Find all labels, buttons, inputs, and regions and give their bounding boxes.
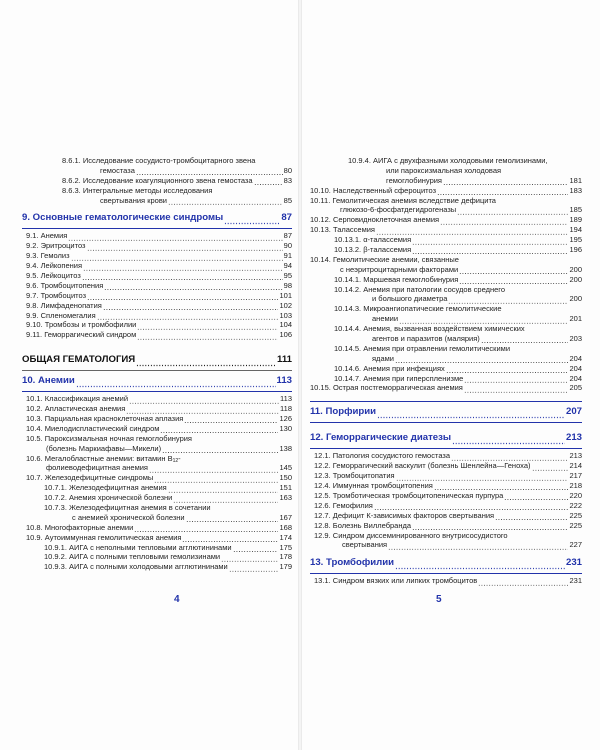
chapter-11-heading[interactable]: 11. Порфирии 207 — [310, 406, 582, 418]
toc-line[interactable]: 12.4. Иммунная тромбоцитопения 218 — [314, 481, 582, 491]
toc-line[interactable]: 10.12. Серповидноклеточная анемия 189 — [310, 215, 582, 225]
toc-line[interactable]: с неэритроцитарными факторами 200 — [340, 264, 582, 274]
toc-line[interactable]: 10.3. Парциальная красноклеточная аплазия 126 — [26, 414, 292, 424]
toc-line[interactable]: 10.7.2. Анемия хронической болезни 163 — [44, 493, 292, 503]
toc-line[interactable]: 9.8. Лимфаденопатия 102 — [26, 300, 292, 310]
chapter-10-heading[interactable]: 10. Анемии 113 — [22, 375, 292, 387]
toc-line[interactable]: 10.13.1. α-талассемия 195 — [334, 235, 582, 245]
chapter-divider — [310, 573, 582, 574]
toc-line[interactable]: 10.4. Миелодиспластический синдром 130 — [26, 423, 292, 433]
toc-line[interactable]: 9.6. Тромбоцитопения 98 — [26, 280, 292, 290]
toc-line[interactable]: 12.8. Болезнь Виллебранда 225 — [314, 520, 582, 530]
toc-line[interactable]: ядами 204 — [372, 353, 582, 363]
chapter-divider — [310, 422, 582, 423]
toc-line[interactable]: 10.11. Гемолитическая анемия вследствие дефицита — [310, 195, 496, 205]
toc-line[interactable]: 12.1. Патология сосудистого гемостаза 213 — [314, 451, 582, 461]
toc-line[interactable]: 10.14.2. Анемия при патологии сосудов среднего — [334, 284, 505, 294]
toc-line[interactable]: 10.9.1. АИГА с неполными тепловыми агглютининами 175 — [44, 542, 292, 552]
toc-line[interactable]: 9.9. Спленомегалия 103 — [26, 310, 292, 320]
toc-line[interactable]: 10.9.2. АИГА с полными тепловыми гемолизинами 178 — [44, 552, 292, 562]
toc-line[interactable]: 10.10. Наследственный сфероцитоз 183 — [310, 185, 582, 195]
toc-line[interactable]: свертывания крови 85 — [100, 195, 292, 205]
toc-line[interactable]: 10.9.4. АИГА с двухфазными холодовыми гемолизинами, — [348, 156, 548, 165]
toc-line[interactable]: 10.14.1. Маршевая гемоглобинурия 200 — [334, 274, 582, 284]
toc-line[interactable]: гемоглобинурия 181 — [386, 175, 582, 185]
toc-line[interactable]: 12.9. Синдром диссеминированного внутрисосудистого — [314, 530, 508, 540]
page-number: 4 — [174, 594, 180, 605]
toc-line[interactable]: 10.8. Многофакторные анемии 168 — [26, 522, 292, 532]
toc-line[interactable]: 10.7.1. Железодефицитная анемия 151 — [44, 483, 292, 493]
toc-line[interactable]: 13.1. Синдром вязких или липких тромбоцитов 231 — [314, 576, 582, 586]
toc-line[interactable]: 8.6.2. Исследование коагуляционного звена гемостаза 83 — [62, 175, 292, 185]
toc-line[interactable]: 12.5. Тромботическая тромбоцитопеническая пурпура 220 — [314, 490, 582, 500]
toc-line[interactable]: 10.9.3. АИГА с полными холодовыми агглютининами 179 — [44, 562, 292, 572]
toc-line[interactable]: 10.14.5. Анемия при отравлении гемолитическими — [334, 343, 511, 353]
toc-line[interactable]: 10.14. Гемолитические анемии, связанные — [310, 254, 459, 264]
right-toc — [310, 156, 582, 586]
chapter-divider — [22, 391, 292, 392]
right-page — [300, 0, 600, 750]
toc-line[interactable]: агентов и паразитов (малярия) 203 — [372, 334, 582, 344]
chapter-9-heading[interactable]: 9. Основные гематологические синдромы 87 — [22, 212, 292, 224]
toc-line[interactable]: 12.6. Гемофилия 222 — [314, 500, 582, 510]
chapter-divider — [310, 401, 582, 402]
toc-line[interactable]: 10.14.3. Микроангиопатические гемолитические — [334, 304, 502, 314]
toc-line[interactable]: 10.15. Острая постгеморрагическая анемия 205 — [310, 383, 582, 393]
toc-line[interactable]: 10.13.2. β-талассемия 196 — [334, 245, 582, 254]
toc-line[interactable]: 10.7. Железодефицитные синдромы 150 — [26, 473, 292, 483]
toc-line[interactable]: 12.2. Геморрагический васкулит (болезнь Шенлейна—Геноха) 214 — [314, 461, 582, 471]
toc-line[interactable]: 9.10. Тромбозы и тромбофилии 104 — [26, 320, 292, 330]
toc-line[interactable]: 9.5. Лейкоцитоз 95 — [26, 271, 292, 280]
part-divider — [22, 370, 292, 371]
toc-line[interactable]: 8.6.3. Интегральные методы исследования — [62, 185, 213, 195]
toc-line[interactable]: 10.2. Апластическая анемия 118 — [26, 404, 292, 414]
toc-line[interactable]: 10.5. Пароксизмальная ночная гемоглобинурия — [26, 433, 192, 443]
toc-line[interactable]: 9.11. Геморрагический синдром 106 — [26, 330, 292, 340]
toc-line[interactable]: 9.1. Анемия 87 — [26, 231, 292, 241]
toc-line[interactable]: 10.1. Классификация анемий 113 — [26, 394, 292, 404]
toc-line[interactable]: гемостаза 80 — [100, 165, 292, 175]
toc-line[interactable]: (болезнь Маркиафавы—Микели) 138 — [46, 443, 292, 453]
toc-line[interactable]: глюкозо-6-фосфатдегидрогеназы 185 — [340, 205, 582, 215]
left-toc — [22, 156, 292, 572]
toc-line[interactable]: 9.4. Лейкопения 94 — [26, 261, 292, 271]
page-number: 5 — [436, 594, 442, 605]
toc-line[interactable]: 9.7. Тромбоцитоз 101 — [26, 290, 292, 300]
chapter-divider — [22, 228, 292, 229]
toc-line[interactable]: с анемией хронической болезни 167 — [72, 512, 292, 522]
toc-line[interactable]: 9.2. Эритроцитоз 90 — [26, 241, 292, 251]
toc-line[interactable]: или пароксизмальная холодовая — [386, 165, 502, 175]
chapter-divider — [310, 448, 582, 449]
toc-line[interactable]: фолиеводефицитная анемия 145 — [46, 463, 292, 473]
toc-line[interactable]: 10.9. Аутоиммунная гемолитическая анемия 174 — [26, 532, 292, 542]
toc-line[interactable]: 10.13. Талассемия 194 — [310, 225, 582, 235]
toc-line[interactable]: 10.7.3. Железодефицитная анемия в сочетании — [44, 503, 211, 513]
chapter-13-heading[interactable]: 13. Тромбофилии 231 — [310, 557, 582, 569]
toc-line[interactable]: 12.3. Тромбоцитопатия 217 — [314, 471, 582, 481]
toc-line[interactable]: 8.6.1. Исследование сосудисто-тромбоцитарного звена — [62, 156, 256, 165]
toc-line[interactable]: 12.7. Дефицит К-зависимых факторов свертывания 225 — [314, 510, 582, 520]
toc-line[interactable]: 10.14.6. Анемия при инфекциях 204 — [334, 363, 582, 373]
toc-line[interactable]: 10.14.4. Анемия, вызванная воздействием химических — [334, 324, 525, 334]
toc-line[interactable]: анемии 201 — [372, 314, 582, 324]
toc-line[interactable]: 10.14.7. Анемия при гиперспленизме 204 — [334, 373, 582, 383]
chapter-12-heading[interactable]: 12. Геморрагические диатезы 213 — [310, 432, 582, 444]
toc-line[interactable]: свертывания 227 — [342, 540, 582, 550]
toc-line[interactable]: 10.6. Мегалобластные анемии: витамин $В_{12}-$ — [26, 453, 181, 464]
toc-line[interactable]: 9.3. Гемолиз 91 — [26, 251, 292, 261]
toc-line[interactable]: и большого диаметра 200 — [372, 294, 582, 304]
part-heading[interactable]: ОБЩАЯ ГЕМАТОЛОГИЯ 111 — [22, 354, 292, 366]
